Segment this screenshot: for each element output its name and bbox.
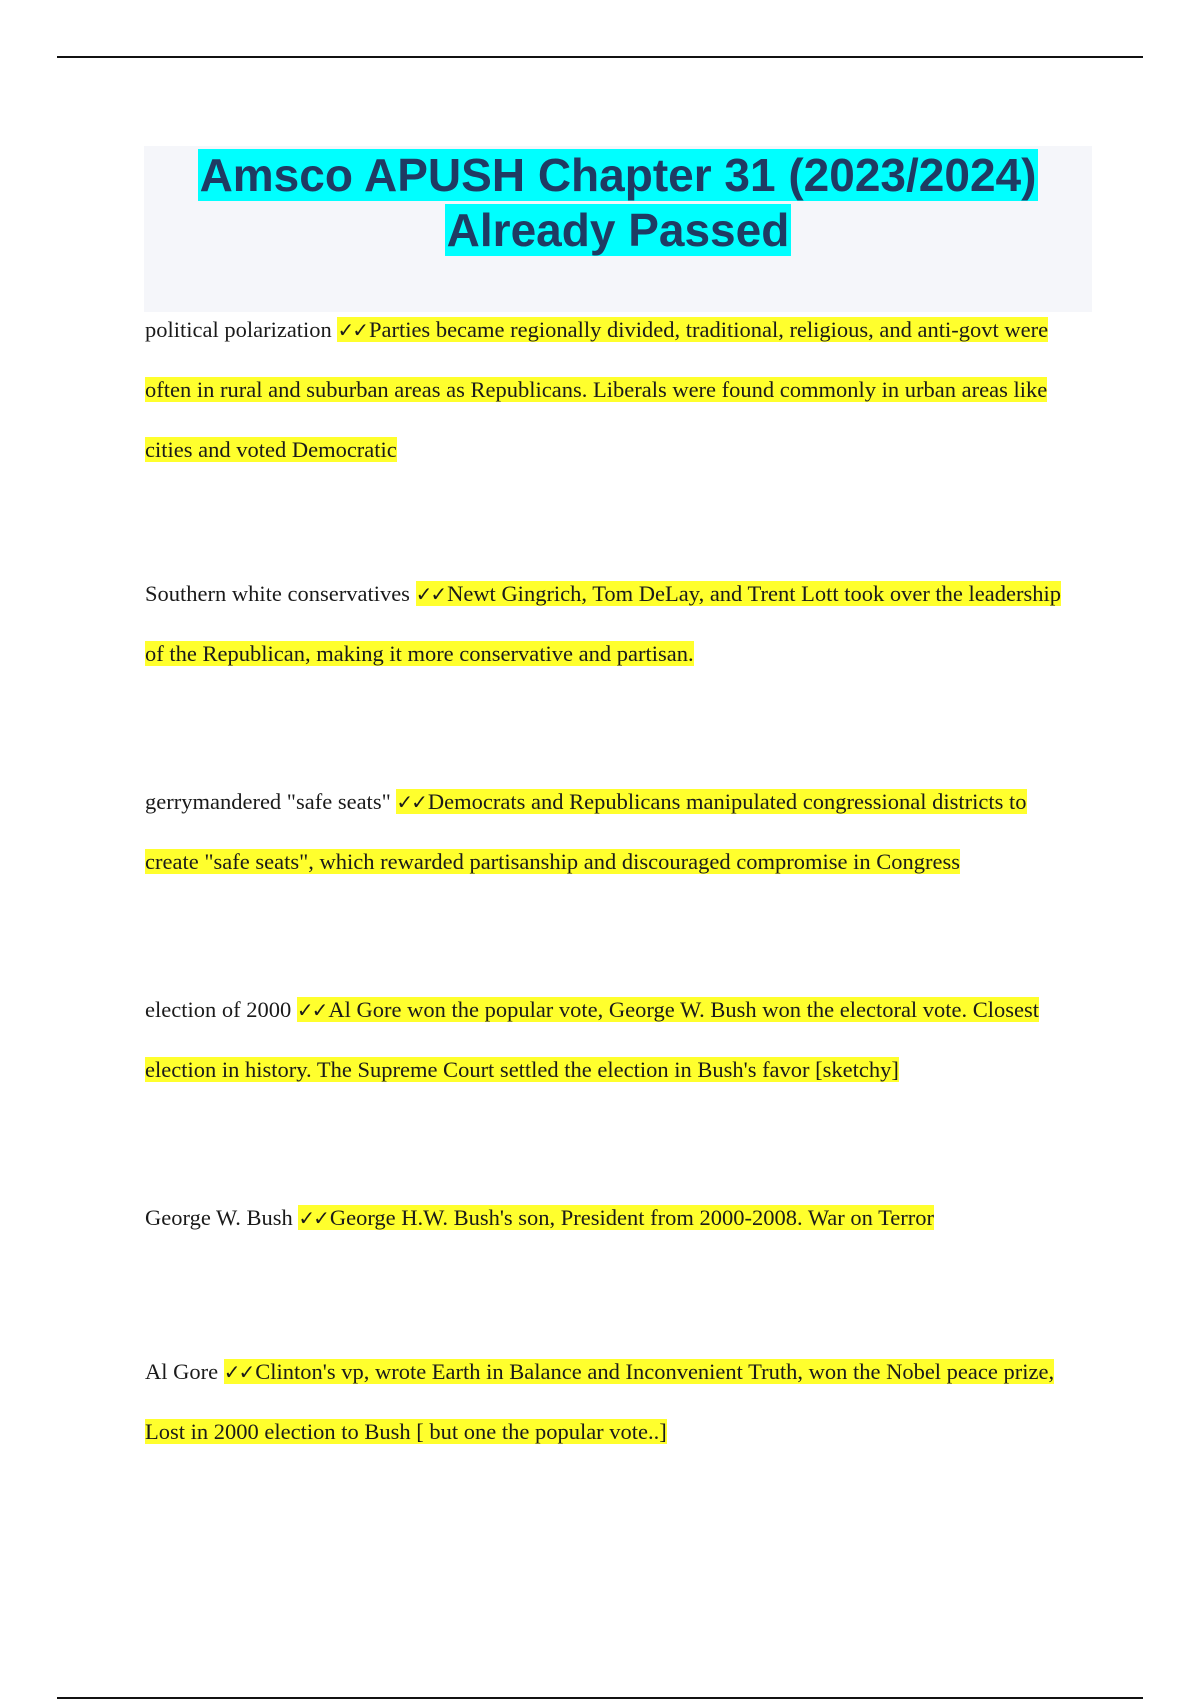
double-check-icon: ✓✓	[396, 790, 426, 814]
double-check-icon: ✓✓	[223, 1360, 254, 1384]
entry-definition	[298, 1205, 934, 1230]
entry-definition-text: Clinton's vp, wrote Earth in Balance and Inconvenient Truth, won the Nobel peace prize, Lost in 2000 election to Bush [ but one the popular vote..]	[145, 1359, 1055, 1444]
flashcard-entry	[145, 980, 1075, 1100]
flashcard-entry	[145, 300, 1075, 480]
entry-definition-text: George H.W. Bush's son, President from 2000-2008. War on Terror	[329, 1205, 934, 1230]
document-title	[144, 146, 1092, 258]
double-check-icon: ✓✓	[337, 318, 367, 342]
double-check-icon: ✓✓	[298, 1206, 328, 1230]
flashcard-entry	[145, 1342, 1075, 1462]
entry-term: Southern white conservatives	[145, 581, 410, 606]
entry-definition-text: Al Gore won the popular vote, George W. Bush won the electoral vote. Closest election in history. The Supreme Court settled the election in Bush's favor [sketchy]	[145, 997, 1040, 1082]
title-block	[144, 146, 1092, 312]
flashcard-entry	[145, 564, 1075, 684]
entry-definition-text: Newt Gingrich, Tom DeLay, and Trent Lott took over the leadership of the Republican, making it more conservative and partisan.	[145, 581, 1062, 666]
bottom-rule	[57, 1697, 1143, 1699]
title-line-2: Already Passed	[446, 204, 790, 256]
double-check-icon: ✓✓	[296, 998, 327, 1022]
entry-term: election of 2000	[145, 997, 292, 1022]
top-rule	[57, 56, 1143, 58]
entry-definition	[145, 1359, 1054, 1444]
flashcard-entry	[145, 772, 1075, 892]
flashcard-entry	[145, 1188, 1075, 1248]
entry-term: political polarization	[145, 317, 332, 342]
entry-definition-text: Parties became regionally divided, traditional, religious, and anti-govt were often in rural and suburban areas as Republicans. Liberals were found commonly in urban areas like cities and voted Democratic	[145, 317, 1049, 462]
entry-definition-text: Democrats and Republicans manipulated congressional districts to create "safe seats", which rewarded partisanship and discouraged compromise in Congress	[145, 789, 1027, 874]
entry-term: gerrymandered "safe seats"	[145, 789, 391, 814]
entry-term: George W. Bush	[145, 1205, 293, 1230]
title-line-1: Amsco APUSH Chapter 31 (2023/2024)	[199, 149, 1037, 201]
double-check-icon: ✓✓	[415, 582, 446, 606]
entry-term: Al Gore	[145, 1359, 219, 1384]
